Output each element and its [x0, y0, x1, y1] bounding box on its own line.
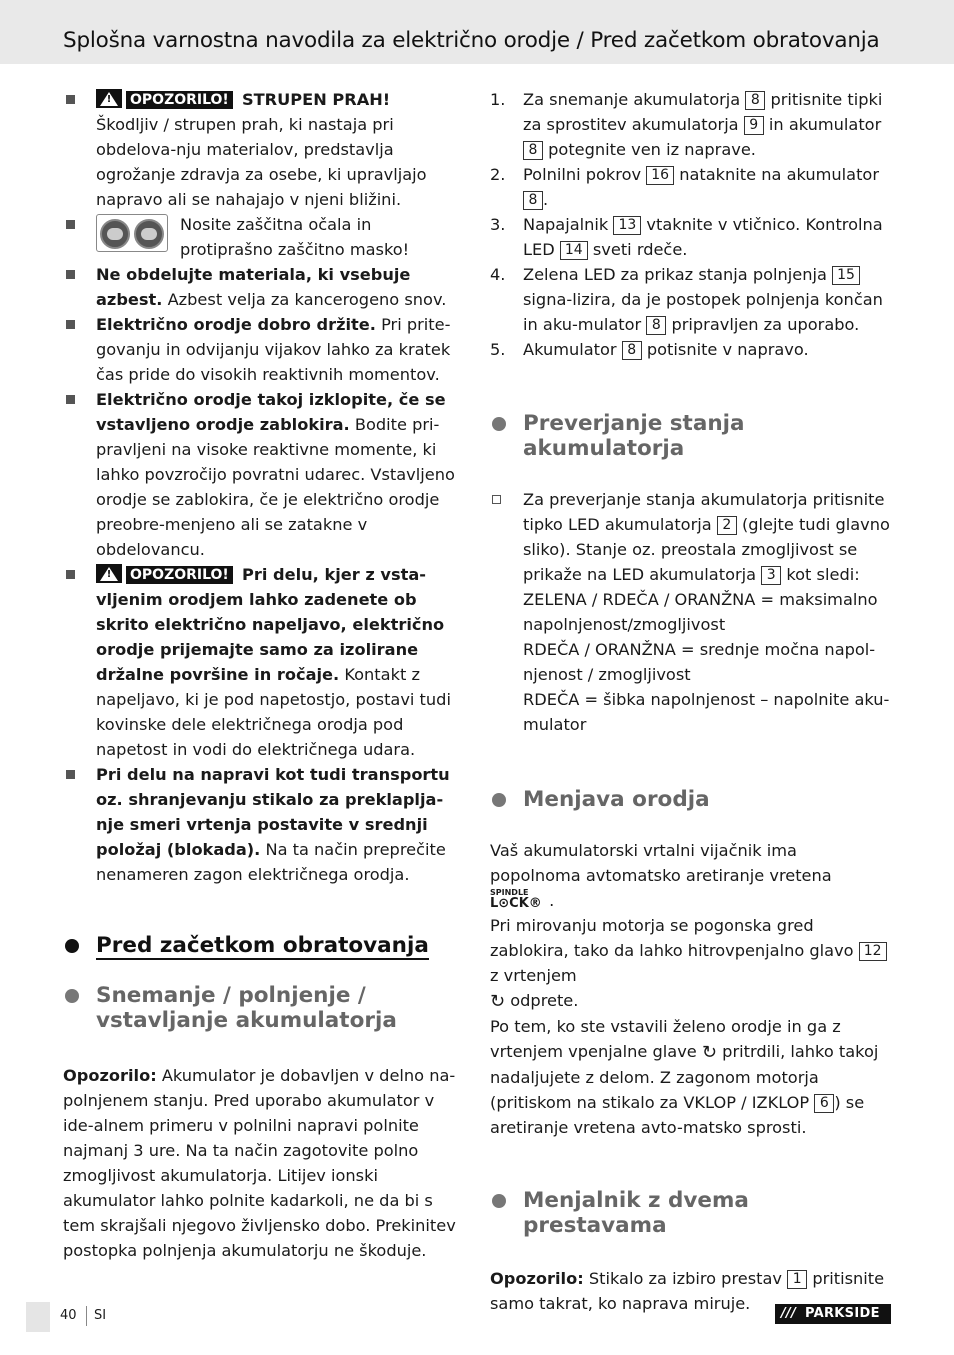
list-item: 3. Napajalnik 13 vtaknite v vtičnico. Kontrolna LED 14 sveti rdeče. — [490, 215, 883, 259]
list-item: 1. Za snemanje akumulatorja 8 pritisnite tipki za sprostitev akumulatorja 9 in akumulator 8 potegnite ven iz naprave. — [490, 90, 883, 159]
ref-box: 6 — [814, 1094, 834, 1113]
list-item: 5. Akumulator 8 potisnite v napravo. — [490, 340, 809, 359]
warning-badge: OPOZORILO! — [126, 566, 233, 584]
left-column — [63, 87, 465, 1263]
list-item — [63, 87, 465, 212]
list-item: 2. Polnilni pokrov 16 nataknite na akumulator 8 . — [490, 165, 879, 209]
list-item — [63, 387, 465, 562]
note-text: Akumulator je dobavljen v delno na-polnjenem stanju. Pred uporabo akumulator v ide-alnem primeru v polnilni napravi polnite najmanj 3 ure. Na ta način zagotovite polno zmogljivost akumulatorja. Litijev ionski akumulator lahko polnite kadarkoli, ne da bi s tem skrajšali njegovo življensko dobo. Prekinitev postopka polnjenja akumulatorju ne škoduje. — [63, 1066, 456, 1260]
bullet-square-icon — [66, 395, 75, 404]
asbestos-bold: Ne obdelujte materiala, ki vsebuje azbest. — [96, 265, 411, 309]
ref-box: 9 — [744, 116, 764, 135]
bullet-square-icon — [66, 770, 75, 779]
status-line-full: ZELENA / RDEČA / ORANŽNA = maksimalno napolnjenost/zmogljivost — [523, 590, 878, 634]
bullet-dot-icon — [492, 417, 506, 431]
section-heading-start: Pred začetkom obratovanja — [63, 933, 465, 958]
check-instructions: Za preverjanje stanja akumulatorja pritisnite tipko LED akumulatorja 2 (glejte tudi glavno sliko). Stanje oz. preostala zmogljivost se prikaže na LED akumulatorja 3 kot sledi: ZELENA / RDEČA / ORANŽNA = maksimalno napolnjenost/zmogljivost RDEČA / ORANŽNA = srednje močna napol-njenost / zmogljivost RDEČA = šibka napolnjenost – napolnite aku-mulator — [490, 487, 890, 737]
list-item — [63, 212, 465, 262]
bullet-square-icon — [66, 220, 75, 229]
list-item — [63, 562, 465, 762]
direction-switch-text: Na ta način preprečite nenameren zagon električnega orodja. — [96, 840, 446, 884]
section-heading-gear: Menjalnik z dvema prestavama — [490, 1188, 890, 1238]
section-heading-battery: Snemanje / polnjenje / vstavljanje akumulatorja — [63, 983, 465, 1033]
hidden-wiring-text: Kontakt z napeljavo, ki je pod napetostjo, postavi tudi kovinske dele električnega orodja pod napetost in vodi do električnega udara. — [96, 665, 451, 759]
ref-box: 3 — [761, 566, 781, 585]
direction-switch-bold: Pri delu na napravi kot tudi transportu oz. shranjevanju stikalo za preklaplja-nje smeri vrtenja postavite v srednji položaj (blokada). — [96, 765, 450, 859]
bullet-square-icon — [66, 570, 75, 579]
ref-box: 14 — [560, 241, 588, 260]
bullet-square-icon — [66, 95, 75, 104]
list-item — [63, 262, 465, 312]
rotate-open-icon: ↻ — [490, 991, 506, 1012]
ref-box: 8 — [523, 141, 543, 160]
ref-box: 8 — [523, 191, 543, 210]
gear-note: Opozorilo: Stikalo za izbiro prestav 1 pritisnite samo takrat, ko naprava miruje. — [490, 1269, 885, 1313]
bullet-dot-icon — [492, 793, 506, 807]
ref-box: 2 — [717, 516, 737, 535]
asbestos-text: Azbest velja za kancerogeno snov. — [162, 290, 447, 309]
page-number: 40 — [60, 1308, 77, 1323]
switch-off-text: Bodite pri-pravljeni na visoke reaktivne momente, ki lahko povzročijo povratni udarec. Vstavljeno orodje se zablokira, če je električno orodje preobre-menjeno ali se zatakne v obdelovancu. — [96, 415, 455, 559]
safety-goggles-mask-icon — [96, 214, 168, 252]
bullet-square-icon — [66, 320, 75, 329]
warning-badge: OPOZORILO! — [126, 91, 233, 109]
list-item: 4. Zelena LED za prikaz stanja polnjenja 15 signa-lizira, da je postopek polnjenja končan in aku-mulator 8 pripravljen za uporabo. — [490, 265, 883, 334]
ref-box: 1 — [787, 1270, 807, 1289]
ppe-text: Nosite zaščitna očala in protiprašno zaščitno masko! — [180, 215, 410, 259]
spindle-lock-icon: SPINDLE L⊙CK® — [490, 888, 542, 911]
ref-box: 16 — [646, 166, 674, 185]
ref-box: 12 — [859, 942, 887, 961]
bullet-dot-icon — [492, 1194, 506, 1208]
hold-bold: Električno orodje dobro držite. — [96, 315, 376, 334]
page-title: Splošna varnostna navodila za električno orodje / Pred začetkom obratovanja — [63, 28, 880, 53]
battery-note — [63, 1063, 465, 1263]
footer-divider — [86, 1306, 87, 1326]
brand-logo: /// PARKSIDE — [775, 1304, 891, 1324]
note-label: Opozorilo: — [63, 1066, 157, 1085]
warning-triangle-icon — [96, 89, 122, 108]
bullet-dot-icon — [65, 989, 79, 1003]
ref-box: 8 — [646, 316, 666, 335]
ref-box: 8 — [622, 341, 642, 360]
ref-box: 8 — [745, 91, 765, 110]
toxic-dust-text: Škodljiv / strupen prah, ki nastaja pri obdelova-nju materialov, predstavlja ogrožanje zdravja za osebe, ki upravljajo napravo ali se nahajajo v njeni bližini. — [96, 115, 427, 209]
toxic-dust-heading: STRUPEN PRAH! — [241, 90, 391, 109]
hidden-wiring-bold: Pri delu, kjer z vsta-vljenim orodjem lahko zadenete ob skrito električno napeljavo, električno orodje prijemajte samo za izolirane držalne površine in ročaje. — [96, 565, 445, 684]
section-heading-check: Preverjanje stanja akumulatorja — [490, 411, 890, 461]
right-column — [490, 87, 890, 1316]
rotate-close-icon: ↻ — [701, 1042, 718, 1063]
list-item — [63, 762, 465, 887]
ref-box: 13 — [613, 216, 641, 235]
language-code: SI — [94, 1308, 107, 1323]
tool-change-text: Vaš akumulatorski vrtalni vijačnik ima popolnoma avtomatsko aretiranje vretena SPINDLE L⊙CK® . Pri mirovanju motorja se pogonska gred zablokira, tako da lahko hitrovpenjalno glavo 12 z vrtenjem ↻ odprete. Po tem, ko ste vstavili želeno orodje in ga z vrtenjem vpenjalne glave ↻ pritrdili, lahko takoj nadaljujete z delom. Z zagonom motorja (pritiskom na stikalo za VKLOP / IZKLOP 6 ) se aretiranje vretena avto-matsko sprosti. — [490, 838, 890, 1140]
bullet-square-icon — [66, 270, 75, 279]
list-item — [63, 312, 465, 387]
bullet-dot-icon — [65, 939, 79, 953]
page-header — [0, 0, 954, 64]
checkbox-icon — [492, 495, 501, 504]
ref-box: 15 — [832, 266, 860, 285]
status-line-medium: RDEČA / ORANŽNA = srednje močna napol-njenost / zmogljivost — [523, 640, 876, 684]
status-line-low: RDEČA = šibka napolnjenost – napolnite aku-mulator — [523, 690, 890, 734]
warning-triangle-icon — [96, 564, 122, 583]
footer-tab — [26, 1302, 50, 1332]
switch-off-bold: Električno orodje takoj izklopite, če se vstavljeno orodje zablokira. — [96, 390, 446, 434]
section-heading-tool: Menjava orodja — [490, 787, 890, 812]
hold-text: Pri prite-govanju in odvijanju vijakov lahko za kratek čas pride do visokih reaktivnih momentov. — [96, 315, 451, 384]
